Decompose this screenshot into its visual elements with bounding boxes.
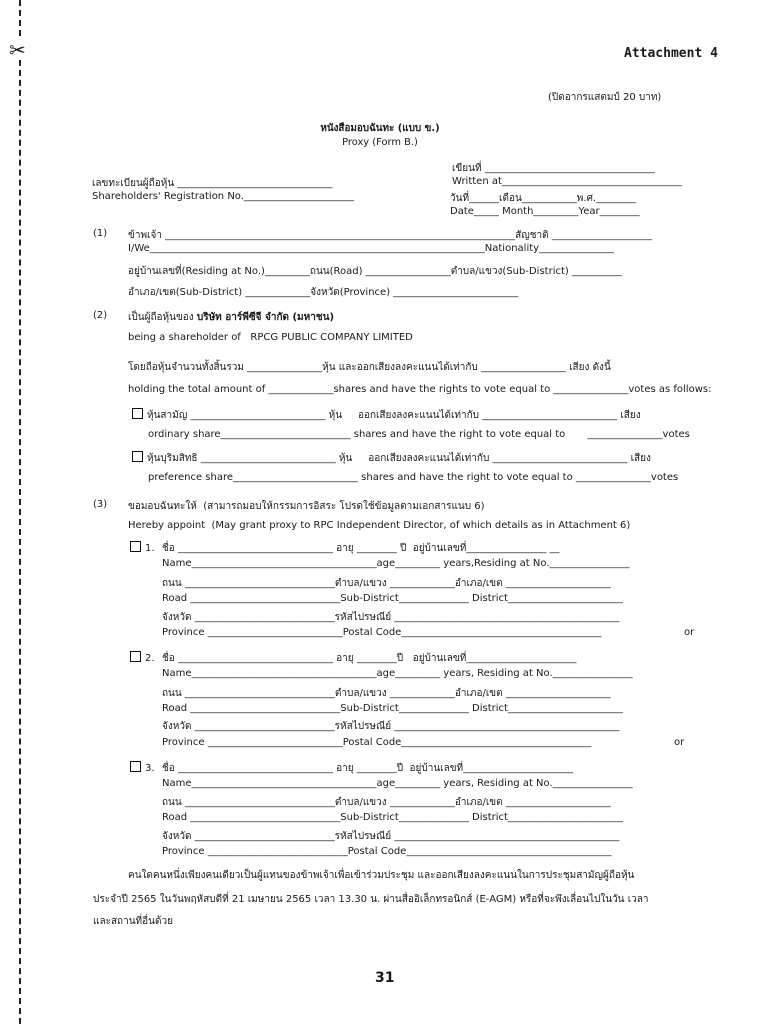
ordinary-share-en: ordinary share__________________________ shares and have the right to vote equal to _______________votes [148,429,690,440]
company-name-line: being a shareholder of RPCG PUBLIC COMPANY LIMITED [128,332,413,343]
proxy-1-checkbox[interactable] [130,541,141,552]
written-at-th: เขียนที่ __________________________________ [452,163,655,174]
attachment-label: Attachment 4 [624,46,718,61]
preference-share-checkbox[interactable] [132,451,143,462]
form-title-th: หนังสือมอบฉันทะ (แบบ ข.) [320,123,440,134]
proxy-2-name-en: Name_____________________________________age_________ years, Residing at No.________________ [162,668,633,679]
section-3-number: (3) [93,499,108,510]
date-en: Date_____ Month_________Year________ [450,206,640,217]
proxy-2-checkbox[interactable] [130,651,141,662]
registration-no-en: Shareholders' Registration No.______________________ [92,191,354,202]
proxy-3-road-th: ถนน ______________________________ตำบล/แขวง _____________อำเภอ/เขต _____________________ [162,797,611,808]
proxy-1-province-th: จังหวัด ____________________________รหัสไปรษณีย์ _____________________________________________ [162,612,620,623]
proxy-1-option[interactable]: 1. [130,541,155,554]
proxy-3-checkbox[interactable] [130,761,141,772]
proxy-2-option[interactable]: 2. [130,651,155,664]
proxy-3-province-en: Province ____________________________Postal Code_________________________________________ [162,846,612,857]
appoint-en: Hereby appoint (May grant proxy to RPC Independent Director, of which details as in Attachment 6) [128,520,631,531]
proxy-1-road-th: ถนน ______________________________ตำบล/แขวง _____________อำเภอ/เขต _____________________ [162,578,611,589]
proxy-2-road-en: Road ______________________________Sub-District______________ District_______________________ [162,703,623,714]
shareholder-of-line: เป็นผู้ถือหุ้นของ บริษัท อาร์พีซีจี จำกัด (มหาชน) [128,312,335,323]
proxy-2-name-th: ชื่อ _______________________________ อายุ ________ปี อยู่บ้านเลขที่______________________ [162,653,577,664]
proxy-2-or: or [674,737,685,748]
closing-line-3: และสถานที่อื่นด้วย [93,916,173,927]
ordinary-share-checkbox[interactable] [132,408,143,419]
appoint-th: ขอมอบฉันทะให้ (สามารถมอบให้กรรมการอิสระ โปรดใช้ข้อมูลตามเอกสารแนบ 6) [128,501,485,512]
proxy-1-name-th: ชื่อ _______________________________ อายุ ________ ปี อยู่บ้านเลขที่________________ __ [162,543,560,554]
total-shares-en: holding the total amount of _____________shares and have the rights to vote equal to _______________votes as follows: [128,384,712,395]
stamp-note: (ปิดอากรแสตมป์ 20 บาท) [548,92,662,103]
proxy-1-road-en: Road ______________________________Sub-District______________ District_______________________ [162,593,623,604]
proxy-1-or: or [684,627,695,638]
proxy-3-name-en: Name_____________________________________age_________ years, Residing at No.________________ [162,778,633,789]
page-number: 31 [375,970,395,986]
ordinary-share-th: หุ้นสามัญ ___________________________ หุ้น ออกเสียงลงคะแนนได้เท่ากับ ___________________________ เสียง [132,408,641,423]
scissors-icon: ✂ [9,38,26,62]
proxy-2-province-th: จังหวัด ____________________________รหัสไปรษณีย์ _____________________________________________ [162,721,620,732]
shareholder-address: อยู่บ้านเลขที่(Residing at No.)_________ถนน(Road) _________________ตำบล/แขวง(Sub-District) __________ [128,266,622,277]
closing-line-2: ประจำปี 2565 ในวันพฤหัสบดีที่ 21 เมษายน 2565 เวลา 13.30 น. ผ่านสื่ออิเล็กทรอนิกส์ (E-AGM) หรือที่จะพึงเลื่อนไปในวัน เวลา [93,894,649,905]
proxy-1-province-en: Province ___________________________Postal Code________________________________________ [162,627,602,638]
form-title-en: Proxy (Form B.) [342,137,418,148]
proxy-3-name-th: ชื่อ _______________________________ อายุ ________ปี อยู่บ้านเลขที่______________________ [162,763,574,774]
preference-share-en: preference share_________________________ shares and have the right to vote equal to _______________votes [148,472,679,483]
shareholder-name-en: I/We___________________________________________________________________Nationality_______________ [128,243,615,254]
date-th: วันที่______เดือน___________พ.ศ.________ [450,193,637,204]
section-1-number: (1) [93,228,108,239]
proxy-3-road-en: Road ______________________________Sub-District______________ District_______________________ [162,812,623,823]
shareholder-name-th: ข้าพเจ้า ______________________________________________________________________สัญชาติ ____________________ [128,230,652,241]
registration-no-th: เลขทะเบียนผู้ถือหุ้น _______________________________ [92,178,333,189]
section-2-number: (2) [93,310,108,321]
proxy-2-road-th: ถนน ______________________________ตำบล/แขวง _____________อำเภอ/เขต _____________________ [162,688,611,699]
shareholder-district: อำเภอ/เขต(Sub-District) _____________จังหวัด(Province) _________________________ [128,287,519,298]
cut-line [19,0,21,1024]
proxy-3-option[interactable]: 3. [130,761,155,774]
closing-line-1: คนใดคนหนึ่งเพียงคนเดียวเป็นผู้แทนของข้าพเจ้าเพื่อเข้าร่วมประชุม และออกเสียงลงคะแนนในการประชุมสามัญผู้ถือหุ้น [128,870,635,881]
written-at-en: Written at____________________________________ [452,176,682,187]
preference-share-th: หุ้นบุริมสิทธิ ___________________________ หุ้น ออกเสียงลงคะแนนได้เท่ากับ ___________________________ เสียง [132,451,651,466]
total-shares-th: โดยถือหุ้นจำนวนทั้งสิ้นรวม _______________หุ้น และออกเสียงลงคะแนนได้เท่ากับ _________________ เสียง ดังนี้ [128,362,611,373]
proxy-1-name-en: Name_____________________________________age_________ years,Residing at No.________________ [162,558,630,569]
proxy-3-province-th: จังหวัด ____________________________รหัสไปรษณีย์ _____________________________________________ [162,831,620,842]
proxy-2-province-en: Province ___________________________Postal Code______________________________________ [162,737,592,748]
